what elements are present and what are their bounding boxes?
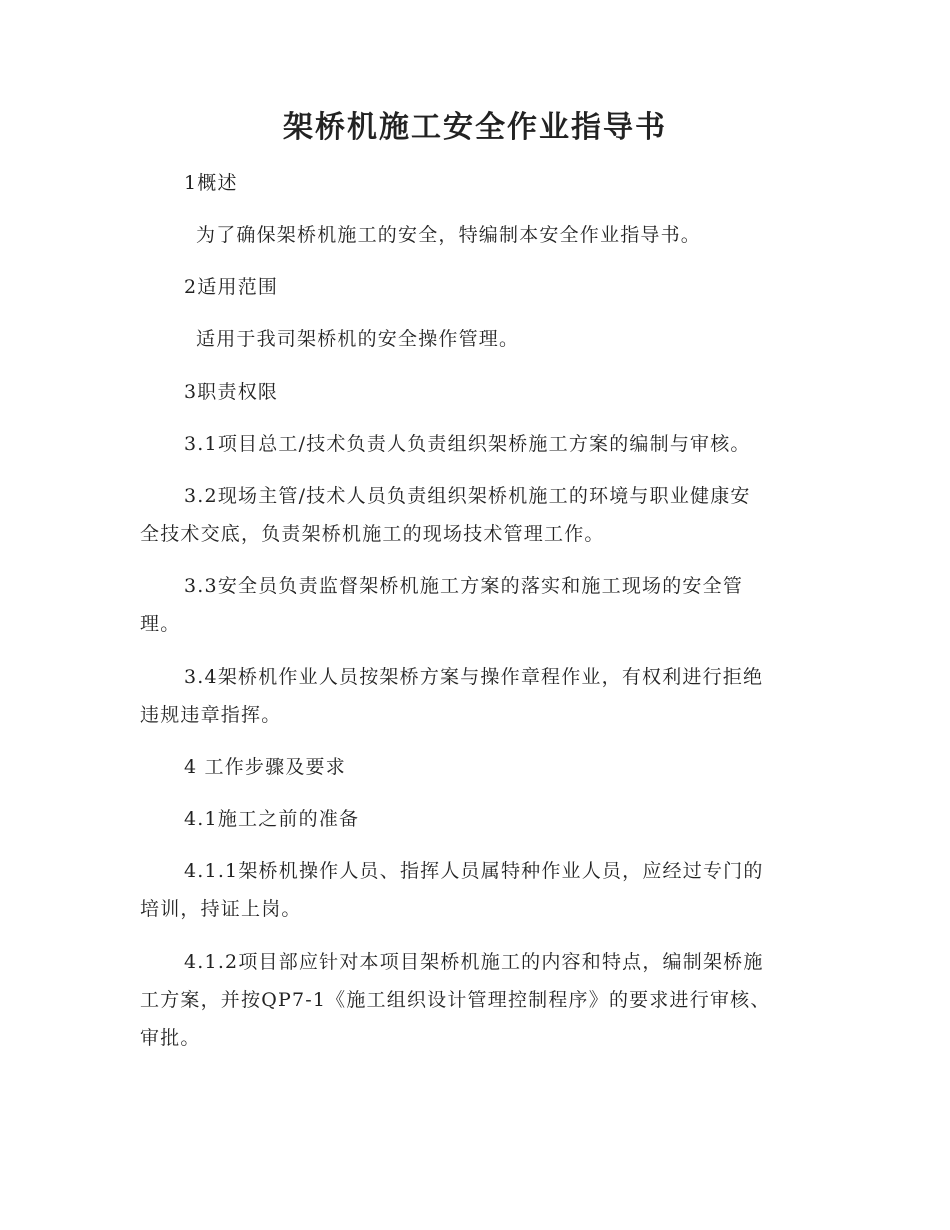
- heading-procedure: 4 工作步骤及要求: [184, 756, 346, 778]
- paragraph-3-3-line-2: 理。: [140, 613, 181, 635]
- heading-4-1: 4.1施工之前的准备: [184, 808, 360, 830]
- heading-overview: 1概述: [184, 172, 238, 194]
- paragraph-4-1-2-line-1: 4.1.2项目部应针对本项目架桥机施工的内容和特点，编制架桥施: [184, 951, 764, 973]
- paragraph-3-4-line-1: 3.4架桥机作业人员按架桥方案与操作章程作业，有权利进行拒绝: [184, 666, 764, 688]
- paragraph-4-1-2-line-3: 审批。: [140, 1027, 201, 1049]
- document-title: 架桥机施工安全作业指导书: [283, 110, 667, 145]
- paragraph-4-1-2-line-2: 工方案，并按QP7-1《施工组织设计管理控制程序》的要求进行审核、: [140, 989, 771, 1011]
- paragraph-3-2-line-1: 3.2现场主管/技术人员负责组织架桥机施工的环境与职业健康安: [184, 485, 751, 507]
- paragraph-overview: 为了确保架桥机施工的安全，特编制本安全作业指导书。: [196, 224, 702, 246]
- paragraph-3-1: 3.1项目总工/技术负责人负责组织架桥施工方案的编制与审核。: [184, 433, 751, 455]
- paragraph-3-3-line-1: 3.3安全员负责监督架桥机施工方案的落实和施工现场的安全管: [184, 575, 744, 597]
- heading-scope: 2适用范围: [184, 276, 279, 298]
- heading-responsibilities: 3职责权限: [184, 381, 279, 403]
- paragraph-3-2-line-2: 全技术交底，负责架桥机施工的现场技术管理工作。: [140, 523, 605, 545]
- paragraph-scope: 适用于我司架桥机的安全操作管理。: [196, 328, 520, 350]
- paragraph-4-1-1-line-2: 培训，持证上岗。: [140, 898, 302, 920]
- paragraph-3-4-line-2: 违规违章指挥。: [140, 704, 282, 726]
- paragraph-4-1-1-line-1: 4.1.1架桥机操作人员、指挥人员属特种作业人员，应经过专门的: [184, 860, 764, 882]
